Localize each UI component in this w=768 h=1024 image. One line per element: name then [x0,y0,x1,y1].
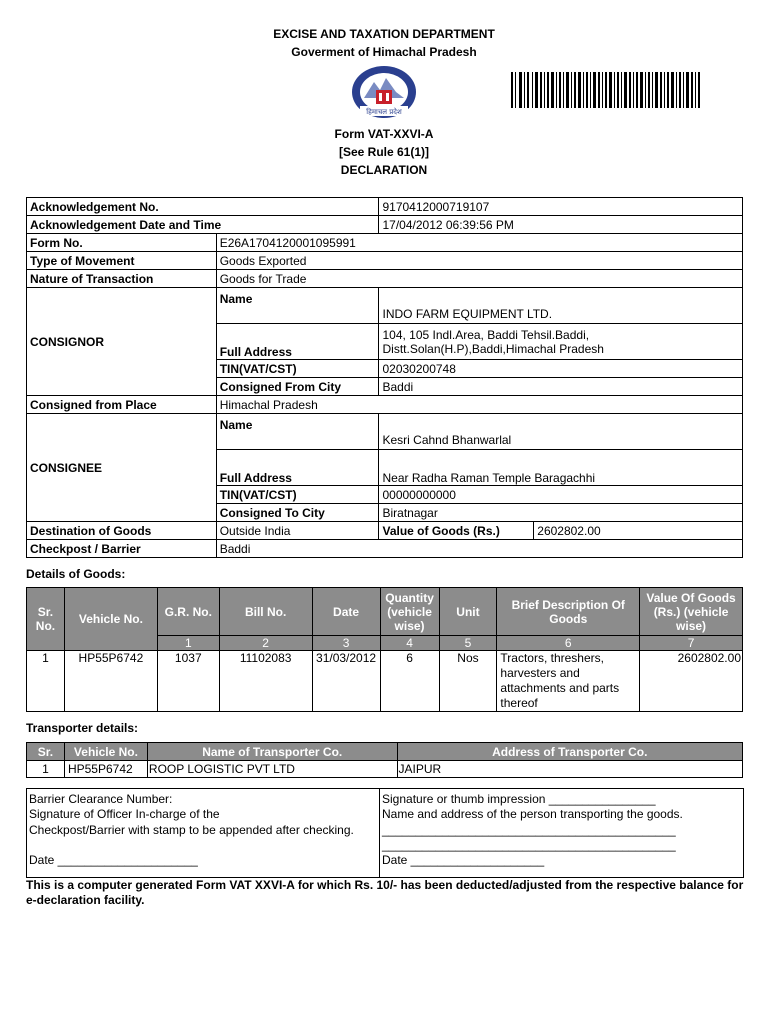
goods-col-desc: Brief Description Of Goods [497,588,640,636]
himachal-emblem-logo [350,64,418,126]
goods-date: 31/03/2012 [312,651,380,712]
goods-unit: Nos [439,651,497,712]
consignor-tin-label: TIN(VAT/CST) [216,360,379,378]
checkpost-stamp-text: Checkpost/Barrier with stamp to be appended after checking. [29,823,354,837]
table-row [27,651,743,712]
goods-col-value: Value Of Goods (Rs.) (vehicle wise) [640,588,743,636]
transporter-table [26,742,743,778]
form-no-value: E26A1704120001095991 [216,234,742,252]
barcode-image [511,72,701,108]
goods-desc: Tractors, threshers, harvesters and attachments and parts thereof [497,651,640,712]
declaration-table [26,197,743,558]
transporter-name: ROOP LOGISTIC PVT LTD [147,761,397,778]
goods-colnum: 3 [312,636,380,651]
to-city-value: Biratnagar [379,504,743,522]
department-title: EXCISE AND TAXATION DEPARTMENT [273,27,495,41]
consignor-label: CONSIGNOR [27,288,217,396]
goods-col-sr: Sr. No. [27,588,65,651]
transporter-col-vehicle: Vehicle No. [64,743,147,761]
form-name: Form VAT-XXVI-A [334,127,434,141]
goods-col-gr: G.R. No. [157,588,219,636]
transporter-heading: Transporter details: [26,721,139,735]
from-city-value: Baddi [379,378,743,396]
from-place-label: Consigned from Place [27,396,217,414]
goods-col-unit: Unit [439,588,497,636]
goods-colnum: 7 [640,636,743,651]
goods-col-bill: Bill No. [219,588,312,636]
goods-colnum: 2 [219,636,312,651]
consignee-address-value: Near Radha Raman Temple Baragachhi [379,450,743,486]
transporter-sr: 1 [27,761,65,778]
transporter-col-sr: Sr. [27,743,65,761]
transporter-col-address: Address of Transporter Co. [397,743,742,761]
goods-col-qty: Quantity (vehicle wise) [380,588,439,636]
consignor-name-value: INDO FARM EQUIPMENT LTD. [379,288,743,324]
consignee-address-label: Full Address [216,450,379,486]
to-city-label: Consigned To City [216,504,379,522]
consignee-tin-label: TIN(VAT/CST) [216,486,379,504]
goods-bill: 11102083 [219,651,312,712]
form-title: DECLARATION [340,163,428,177]
transporter-person-text: Name and address of the person transporting the goods. [382,807,683,821]
goods-qty: 6 [380,651,439,712]
transporter-address-line2: ____________________________________________ [382,838,676,852]
goods-colnum: 4 [380,636,439,651]
transporter-address-line1: ____________________________________________ [382,823,676,837]
goods-col-vehicle: Vehicle No. [64,588,157,651]
goods-table [26,587,743,712]
transporter-col-name: Name of Transporter Co. [147,743,397,761]
computer-generated-note: This is a computer generated Form VAT XXVI-A for which Rs. 10/- has been deducted/adjusted from the respective balance for e-declaration facility. [26,878,744,907]
checkpost-value: Baddi [216,540,742,558]
ack-no-label: Acknowledgement No. [27,198,379,216]
consignee-label: CONSIGNEE [27,414,217,522]
government-subtitle: Goverment of Himachal Pradesh [291,45,477,59]
goods-colnum: 5 [439,636,497,651]
destination-value: Outside India [216,522,379,540]
goods-gr: 1037 [157,651,219,712]
officer-signature-text: Signature of Officer In-charge of the [29,807,220,821]
clearance-signature-box [26,788,744,878]
barrier-clearance-number: Barrier Clearance Number: [29,792,173,806]
consignor-tin-value: 02030200748 [379,360,743,378]
goods-heading: Details of Goods: [26,567,126,581]
goods-colnum: 6 [497,636,640,651]
officer-date-field: Date _____________________ [29,853,198,867]
consignor-address-line1: 104, 105 Indl.Area, Baddi Tehsil.Baddi, [382,327,590,342]
transporter-vehicle: HP55P6742 [64,761,147,778]
value-of-goods-label: Value of Goods (Rs.) [379,522,534,540]
thumb-impression-field: Signature or thumb impression ________________ [382,792,656,806]
checkpost-label: Checkpost / Barrier [27,540,217,558]
table-row [27,761,743,778]
ack-date-label: Acknowledgement Date and Time [27,216,379,234]
movement-label: Type of Movement [27,252,217,270]
consignor-address-value [379,324,743,360]
from-city-label: Consigned From City [216,378,379,396]
emblem-motto: हिमाचल प्रदेश [366,108,402,116]
consignor-address-label: Full Address [216,324,379,360]
transporter-signature-section [380,789,742,877]
value-of-goods-value: 2602802.00 [534,522,743,540]
consignee-name-value: Kesri Cahnd Bhanwarlal [379,414,743,450]
consignor-address-line2: Distt.Solan(H.P),Baddi,Himachal Pradesh [382,341,604,356]
transporter-date-field: Date ____________________ [382,853,545,867]
barrier-clearance-section [27,789,380,877]
transporter-address: JAIPUR [397,761,742,778]
consignee-tin-value: 00000000000 [379,486,743,504]
movement-value: Goods Exported [216,252,742,270]
form-rule: [See Rule 61(1)] [338,145,430,159]
goods-value: 2602802.00 [640,651,743,712]
consignor-name-label: Name [216,288,379,324]
consignee-name-label: Name [216,414,379,450]
form-no-label: Form No. [27,234,217,252]
ack-date-value: 17/04/2012 06:39:56 PM [379,216,743,234]
destination-label: Destination of Goods [27,522,217,540]
nature-value: Goods for Trade [216,270,742,288]
nature-label: Nature of Transaction [27,270,217,288]
from-place-value: Himachal Pradesh [216,396,742,414]
goods-vehicle: HP55P6742 [64,651,157,712]
ack-no-value: 9170412000719107 [379,198,743,216]
goods-col-date: Date [312,588,380,636]
goods-sr: 1 [27,651,65,712]
goods-colnum: 1 [157,636,219,651]
